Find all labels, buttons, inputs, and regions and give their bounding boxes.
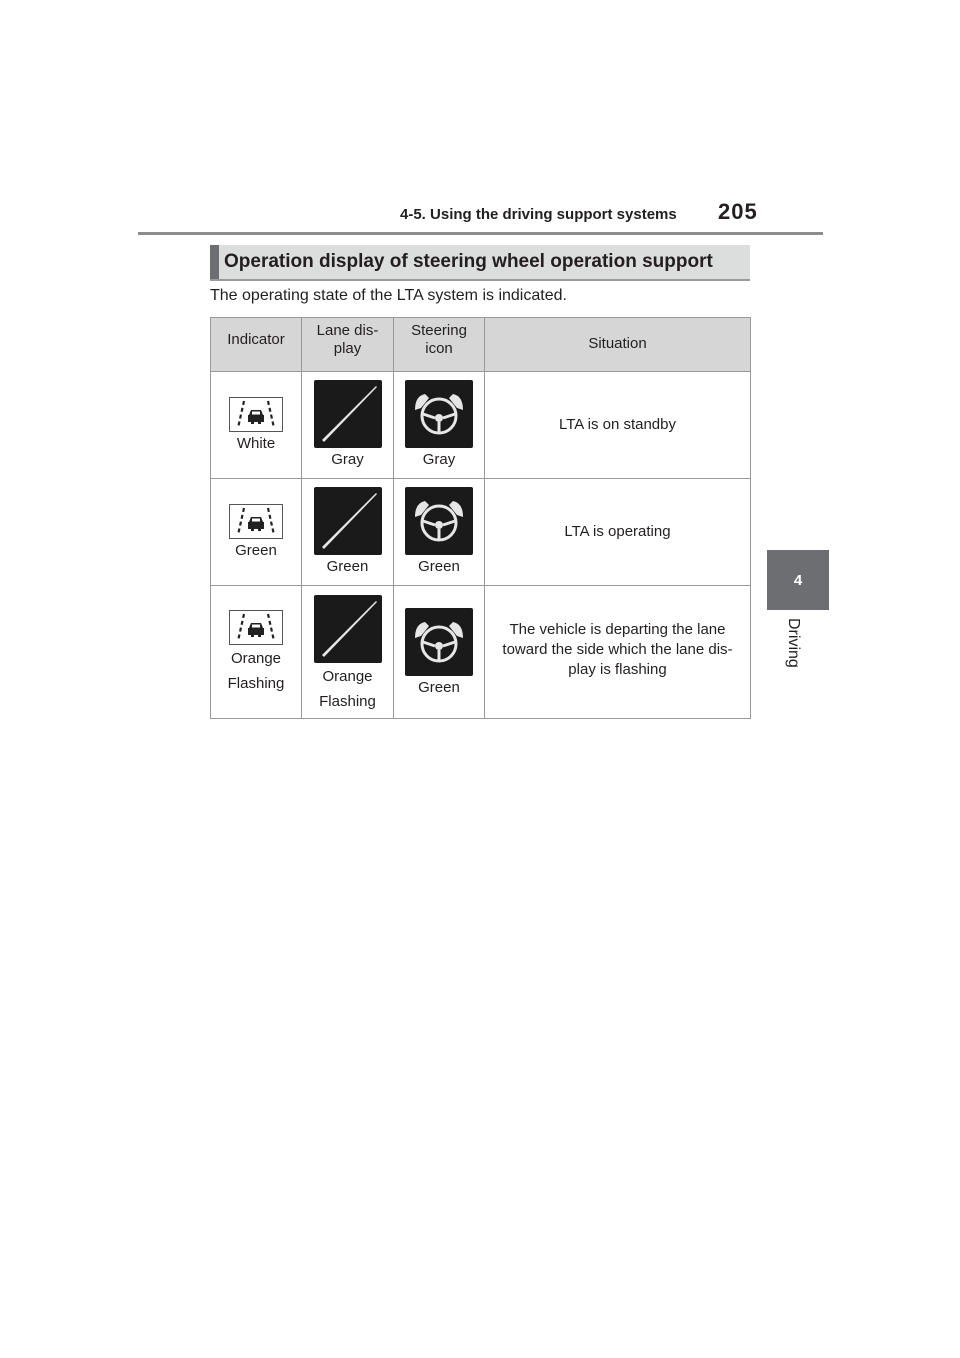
header-lane-display bbox=[302, 318, 394, 372]
header-indicator bbox=[211, 318, 302, 372]
lane-car-indicator-icon bbox=[229, 610, 283, 645]
situation-text: LTA is operating bbox=[564, 523, 671, 540]
header-steering-icon-line-1: Steering bbox=[411, 322, 467, 339]
lane-display-color: Gray bbox=[331, 451, 364, 468]
lane-line-icon bbox=[314, 595, 382, 663]
header-lane-display-line-2: play bbox=[333, 340, 362, 357]
lane-display-cell bbox=[302, 586, 394, 719]
steering-icon-color: Gray bbox=[422, 451, 456, 468]
steering-icon-cell bbox=[394, 479, 485, 586]
table-header-row bbox=[211, 318, 751, 372]
section-heading-bar bbox=[210, 245, 219, 279]
indicator-color: White bbox=[236, 435, 276, 452]
table-row bbox=[211, 586, 751, 719]
hands-on-steering-wheel-icon bbox=[405, 608, 473, 676]
section-heading-title: Operation display of steering wheel operation support bbox=[224, 251, 713, 272]
lane-display-cell bbox=[302, 479, 394, 586]
header-indicator-text: Indicator bbox=[227, 331, 285, 348]
indicator-cell bbox=[211, 479, 302, 586]
situation-cell bbox=[485, 479, 751, 586]
situation-text-line-1: The vehicle is departing the lane bbox=[509, 621, 726, 638]
header-steering-icon bbox=[394, 318, 485, 372]
lane-display-color: Orange bbox=[322, 668, 373, 685]
section-heading bbox=[210, 245, 750, 281]
lane-display-state: Flashing bbox=[319, 693, 376, 710]
hands-on-steering-wheel-icon bbox=[405, 380, 473, 448]
situation-cell bbox=[485, 372, 751, 479]
lane-line-icon bbox=[314, 487, 382, 555]
steering-icon-color: Green bbox=[418, 558, 460, 575]
steering-icon-color: Green bbox=[418, 679, 460, 696]
lane-line-icon bbox=[314, 380, 382, 448]
chapter-tab: 4 bbox=[767, 550, 829, 610]
table-row bbox=[211, 479, 751, 586]
table-row bbox=[211, 372, 751, 479]
running-header-section: 4-5. Using the driving support systems bbox=[400, 206, 677, 223]
steering-icon-cell bbox=[394, 372, 485, 479]
steering-icon-cell bbox=[394, 586, 485, 719]
indicator-cell bbox=[211, 586, 302, 719]
lane-display-color: Green bbox=[326, 558, 369, 575]
situation-text-line-2: toward the side which the lane dis- bbox=[502, 641, 733, 658]
header-situation bbox=[485, 318, 751, 372]
intro-text: The operating state of the LTA system is indicated. bbox=[210, 287, 567, 304]
situation-cell bbox=[485, 586, 751, 719]
header-lane-display-line-1: Lane dis- bbox=[316, 322, 379, 339]
header-situation-text: Situation bbox=[588, 335, 647, 352]
page-number: 205 bbox=[718, 199, 758, 224]
indicator-state: Flashing bbox=[227, 675, 285, 692]
indicator-color: Orange bbox=[230, 650, 282, 667]
chapter-tab-label: Driving bbox=[785, 618, 802, 668]
situation-text-line-3: play is flashing bbox=[568, 661, 667, 678]
situation-text: LTA is on standby bbox=[558, 416, 676, 433]
header-divider bbox=[138, 232, 823, 235]
hands-on-steering-wheel-icon bbox=[405, 487, 473, 555]
lane-display-cell bbox=[302, 372, 394, 479]
lane-car-indicator-icon bbox=[229, 504, 283, 539]
indicator-cell bbox=[211, 372, 302, 479]
lta-status-table bbox=[210, 317, 751, 719]
lane-car-indicator-icon bbox=[229, 397, 283, 432]
indicator-color: Green bbox=[235, 542, 277, 559]
header-steering-icon-line-2: icon bbox=[425, 340, 453, 357]
